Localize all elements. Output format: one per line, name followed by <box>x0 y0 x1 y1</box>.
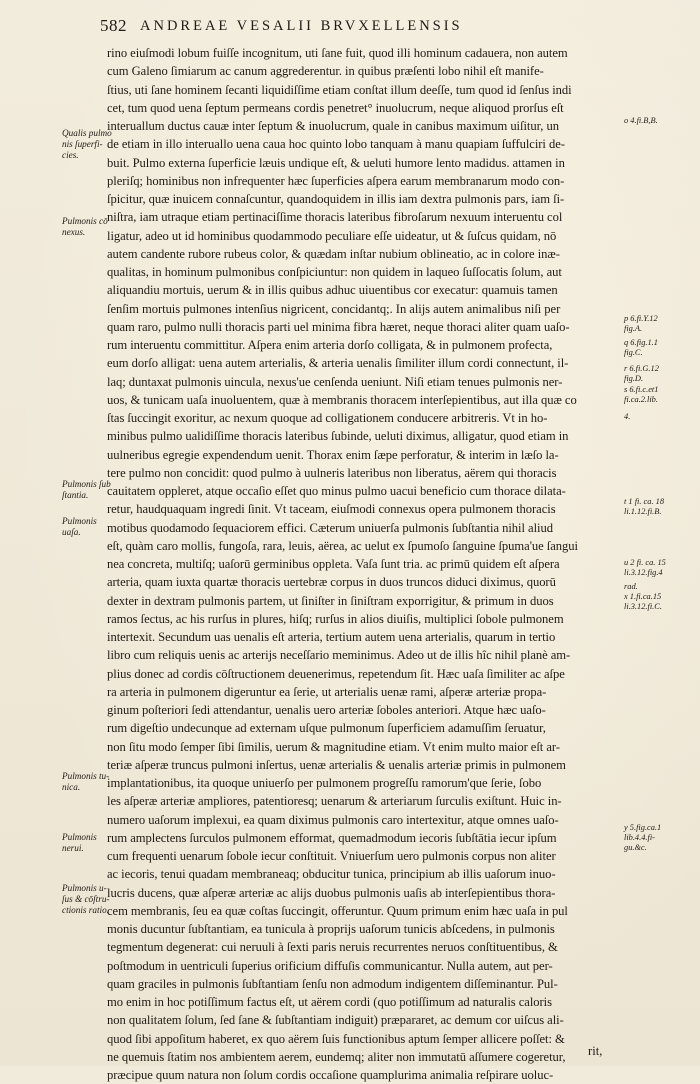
text-line: non qualitatem ſolum, ſed ſane & ſubſtantiam indiguit) præpararet, ac demum cor uiſcus ali- <box>107 1013 564 1028</box>
margin-note-line: ſtantia. <box>62 490 89 500</box>
margin-note-ref-8 <box>624 558 684 578</box>
margin-note-pulmonis-usus <box>62 883 114 916</box>
text-line: teriæ aſperæ truncus pulmoni inſertus, uenæ arterialis & uenalis arteriæ primis in pulmonem <box>107 757 566 772</box>
text-line: libro cum reliquis uenis ac arterijs neceſſario meminimus. Adeo ut de illis hîc nihil planè am- <box>107 648 571 663</box>
text-line: ligatur, adeo ut id hominibus quodammodo peculiare eſſe uideatur, ut & ſuſcus quidam, nō <box>107 228 557 243</box>
margin-note-line: Pulmonis u- <box>62 883 107 893</box>
margin-note-line: li.1.12.fi.B. <box>624 507 662 517</box>
margin-note-line: fig.C. <box>624 348 643 358</box>
margin-note-line: ſus & cōſtru- <box>62 894 110 904</box>
margin-note-ref-4 <box>624 364 684 384</box>
text-line: uulneribus egregie expendendum uenit. Thorax enim ſæpe perforatur, & interim in læſo la- <box>107 447 559 462</box>
text-line: motibus quodamodo ſequaciorem effici. Cæterum uniuerſa pulmonis ſubſtantia nihil aliud <box>107 520 553 535</box>
margin-note-line: p 6.fi.Y.12 <box>624 314 658 323</box>
margin-note-line: o 4.fi.B,B. <box>624 116 658 125</box>
text-line: nea concreta, multiſq; uaſorū germinibus oppleta. Vaſa ſunt tria. ac primū quidem eſt aſpera <box>107 557 560 571</box>
margin-note-ref-5 <box>624 385 684 405</box>
margin-note-line: lib.4.4.fi- <box>624 833 655 843</box>
margin-note-ref-6 <box>624 412 684 422</box>
margin-note-line: nexus. <box>62 227 86 237</box>
margin-note-ref-3 <box>624 338 684 358</box>
margin-note-line: li.3.12.fig.4 <box>624 568 663 578</box>
margin-note-ref-2 <box>624 314 684 334</box>
text-line: rum amplectens ſurculos pulmonem efformat, quemadmodum iecoris ſubſtātia iecur ipſum <box>107 830 557 845</box>
margin-note-pulmonis-uasa <box>62 516 114 538</box>
text-line: cem membranis, ſeu ea quæ coſtas ſuccingit, offeruntur. Quum primum enim hæc uaſa in pul <box>107 903 568 918</box>
text-line: autem candente rubore rubeus color, & quædam inſtar nubium oblineatio, ac in colore inæ- <box>107 246 560 261</box>
text-line: eum dorſo alligat: uena autem arterialis, & arteria uenalis ſimiliter illum cordi connectunt, il- <box>107 356 569 371</box>
text-line: retur, haudquaquam ingredi ſinit. Vt taceam, eiuſmodi connexus opera pulmonem thoracis <box>107 502 556 517</box>
main-text-block <box>107 44 615 1084</box>
text-line: non ſitu modo ſemper ſibi ſimilis, uerum & magnitudine etiam. Vt enim multo maior eſt ar- <box>107 739 560 754</box>
margin-note-ref-10 <box>624 823 684 854</box>
folio-number: 582 <box>100 16 127 35</box>
margin-note-line: q 6.fig.1.1 <box>624 338 658 347</box>
text-line: buit. Pulmo externa ſuperficie læuis undique eſt, & ueluti humore lento madidus. attamen in <box>107 155 565 170</box>
margin-note-line: ctionis ratio. <box>62 905 109 915</box>
margin-note-line: fi.ca.2.lib. <box>624 395 658 405</box>
text-line: rino eiuſmodi lobum fuiſſe incognitum, uti ſane fuit, quod illi hominum cadauera, non autem <box>107 46 568 60</box>
text-line: poſtmodum in uentriculi ſuperius orificium diffuſis communicantur. Nulla autem, aut per- <box>107 958 553 973</box>
running-head: ANDREAE VESALII BRVXELLENSIS <box>140 18 463 34</box>
text-line: præcipue quum natura non ſolum cordis occaſione quamplurima animalia reſpirare uoluc- <box>107 1068 554 1082</box>
text-line: niſtra, iam utraque etiam pertinaciſſime thoracis lateribus fibroſarum nexuum interuentu col <box>107 210 563 225</box>
margin-note-line: s 6.fi.c.et1 <box>624 385 659 394</box>
margin-note-line: nerui. <box>62 843 84 853</box>
text-line: dexter in dextram pulmonis partem, ut ſiniſter in ſiniſtram exporrigitur, & primum in duos <box>107 593 554 608</box>
text-line: tere pulmo non concidit: quod pulmo à uulneris lateribus non liberatus, aërem qui thoracis <box>107 465 557 480</box>
text-line: cum Galeno ſimiarum ac canum aggrederentur. in quibus præſenti lobo nihil eſt manife- <box>107 64 544 79</box>
text-line: minibus pulmo ualidiſſime thoracis lateribus ſubinde, ueluti diximus, alligatur, quod etiam in <box>107 429 569 444</box>
text-line: ac iecoris, tenui quadam membraneaq; obducitur tunica, principium ab illis uaſorum inuo- <box>107 867 556 882</box>
margin-note-pulmonis-co-nexus <box>62 216 114 238</box>
margin-note-pulmonis-tunica <box>62 771 114 793</box>
margin-note-pulmonis-nerui <box>62 832 114 854</box>
margin-note-line: r 6.fi.G.12 <box>624 364 659 373</box>
text-line: cauitatem oppleret, atque occaſio eſſet quo minus pulmo uacui beneficio cum thorace dilata- <box>107 484 566 498</box>
margin-note-line: Pulmonis <box>62 516 97 526</box>
margin-note-line: t 1 fi. ca. 18 <box>624 497 665 506</box>
text-line: interuallum ductus cauæ inter ſeptum & inuolucrum, quale in canibus maximum uiſitur, un <box>107 119 559 133</box>
margin-note-ref-9 <box>624 582 684 613</box>
margin-note-line: uaſa. <box>62 527 81 537</box>
text-line: arteria, quam iuxta quartæ thoracis uertebræ corpus in duos truncos diduci diximus, quorū <box>107 575 556 590</box>
text-line: ſenſim mortuis pulmones intenſius nigricent, concidantq;. In alijs autem animalibus niſi per <box>107 301 561 316</box>
text-line: uos, & tunicam uaſa inuoluentem, quæ à membranis thoracem interſepientibus, aut illa quæ co <box>107 392 577 407</box>
text-line: quod ſibi appoſitum haberet, ex quo aërem ſuis functionibus aptum ſemper allicere poſſet: & <box>107 1031 565 1046</box>
text-line: de etiam in illo interuallo uena caua hoc quinto lobo tanquam à manu quapiam ſuffulciri de- <box>107 137 565 152</box>
margin-note-line: Qualis pulmo <box>62 128 112 138</box>
margin-note-qualis-pulmo <box>62 128 114 161</box>
text-line: ſtius, uti ſane hominem ſecanti liquidiſſime etiam conſtat illum deeſſe, tum quod id ſenſus indi <box>107 82 572 97</box>
margin-note-line: cies. <box>62 150 79 160</box>
margin-note-pulmonis-substantia <box>62 479 114 501</box>
text-line: aliquandiu mortuis, uerum & in illis quibus adhuc uiuentibus cor execatur: quamuis tamen <box>107 283 558 298</box>
text-line: laq; duntaxat pulmonis uincula, nexus'ue cenſenda ueniunt. Niſi etiam tenues pulmonis ner- <box>107 374 563 389</box>
margin-note-line: Pulmonis cō <box>62 216 108 226</box>
text-line: qualitas, in hominum pulmonibus conſpiciuntur: non quidem in laqueo ſuſſocatis ſolum, aut <box>107 265 562 279</box>
margin-note-line: Pulmonis <box>62 832 97 842</box>
text-line: tegmentum degenerat: cui neruuli à ſexti paris neruis recurrentes neruos conſtituentibus, & <box>107 940 558 955</box>
text-line: rum digeſtio undecunque ad externam uſque pulmonum ſuperficiem adamuſſim ſeruatur, <box>107 721 546 736</box>
catchword: rit, <box>588 1044 603 1058</box>
text-line: implantationibus, ita quoque uniuerſo per pulmonem progreſſu ramorum'que ſerie, ſobo <box>107 776 542 790</box>
text-line: eſt, quàm caro mollis, fungoſa, rara, leuis, aërea, ac uelut ex ſpumoſo ſanguine ſpuma'ue ſangui <box>107 538 578 553</box>
text-line: cum frequenti uenarum ſobole iecur conſtituit. Vniuerſum uero pulmonis corpus non aliter <box>107 849 556 863</box>
margin-note-line: rad. <box>624 582 638 591</box>
text-line: lucris ducens, quæ aſperæ arteriæ ac alijs duobus pulmonis uaſis ab interſepientibus thora- <box>107 885 556 900</box>
text-line: ramos ſectus, ac his rurſus in plures, hiſq; rurſus in alios diuiſis, multiplici ſobole pulmonem <box>107 611 564 626</box>
margin-note-line: nis ſuperfi- <box>62 139 103 149</box>
margin-note-ref-1 <box>624 116 684 126</box>
page-header <box>100 16 620 40</box>
text-line: pleriſq; hominibus non infrequenter hæc ſuperficies aſpera earum membranarum modo con- <box>107 173 565 188</box>
text-line: intertexit. Secundum uas uenalis eſt arteria, tertium autem uena arterialis, quarum in tertio <box>107 630 556 644</box>
text-line: les aſperæ arteriæ ampliores, patentioresq; uenarum & arteriarum ſurculis exiſtunt. Huic in- <box>107 794 562 809</box>
text-line: quam graciles in pulmonis ſubſtantiam ſenſu non admodum indigentem diſſeminantur. Pul- <box>107 976 558 991</box>
text-line: mo enim in hoc potiſſimum factus eſt, ut aërem cordi (quo potiſſimum ad naturalis caloris <box>107 995 552 1009</box>
text-line: numero uaſorum implexui, ea quam diximus pulmonis caro intertexitur, atque omnes uaſo- <box>107 812 559 827</box>
margin-note-line: 4. <box>624 412 631 421</box>
text-line: plius donec ad cordis cōſtructionem deuenerimus, repetendum ſit. Hæc uaſa ſimiliter ac aſpe <box>107 666 565 681</box>
text-line: ra arteria in pulmonem digeruntur ea ſerie, ut arterialis uenæ rami, aſperæ arteriæ propa- <box>107 684 547 699</box>
margin-note-line: nica. <box>62 782 81 792</box>
text-line: ginum poſteriori ſedi attendantur, uenalis uero arteriæ ſoboles anteriori. Atque hæc uaſo- <box>107 703 546 717</box>
margin-note-line: fig.D. <box>624 374 644 384</box>
text-line: monis ducuntur ſubſtantiam, ea tunicula à proprijs uaſorum tunicis abſcedens, in pulmonis <box>107 922 555 936</box>
text-line: ne quemuis ſtatim nos ambientem aerem, eundemq; aliter non immutatū aſſumere cogeretur, <box>107 1049 566 1064</box>
margin-note-line: fig.A. <box>624 324 643 334</box>
margin-note-line: li.3.12.fi.C. <box>624 602 662 612</box>
margin-note-line: x 1.fi.ca.15 <box>624 592 662 602</box>
text-line: ſtas ſuccingit exoritur, ac nexum quoque ad colligationem conducere arbitreris. Vt in ho- <box>107 411 548 425</box>
text-line: quam raro, pulmo nulli thoracis parti uel minima fibra hæret, neque thoraci aliter quam uaſo- <box>107 319 570 334</box>
text-line: cet, tum quod uena ſeptum permeans cordis penetret° inuolucrum, neque aliquod prorſus eſt <box>107 100 564 115</box>
margin-note-line: gu.&c. <box>624 843 647 853</box>
margin-note-line: y 5.fig.ca.1 <box>624 823 662 832</box>
margin-note-line: u 2 fi. ca. 15 <box>624 558 666 567</box>
margin-note-ref-7 <box>624 497 684 517</box>
text-line: ſpicitur, quæ inuicem connaſcuntur, quandoquidem in illis iam dextra pulmonis pars, iam ſi- <box>107 192 565 206</box>
margin-note-line: Pulmonis ſub <box>62 479 111 489</box>
margin-note-line: Pulmonis tu- <box>62 771 110 781</box>
text-line: rum interuentu committitur. Aſpera enim arteria dorſo colligata, & in pulmonem profecta, <box>107 338 553 352</box>
